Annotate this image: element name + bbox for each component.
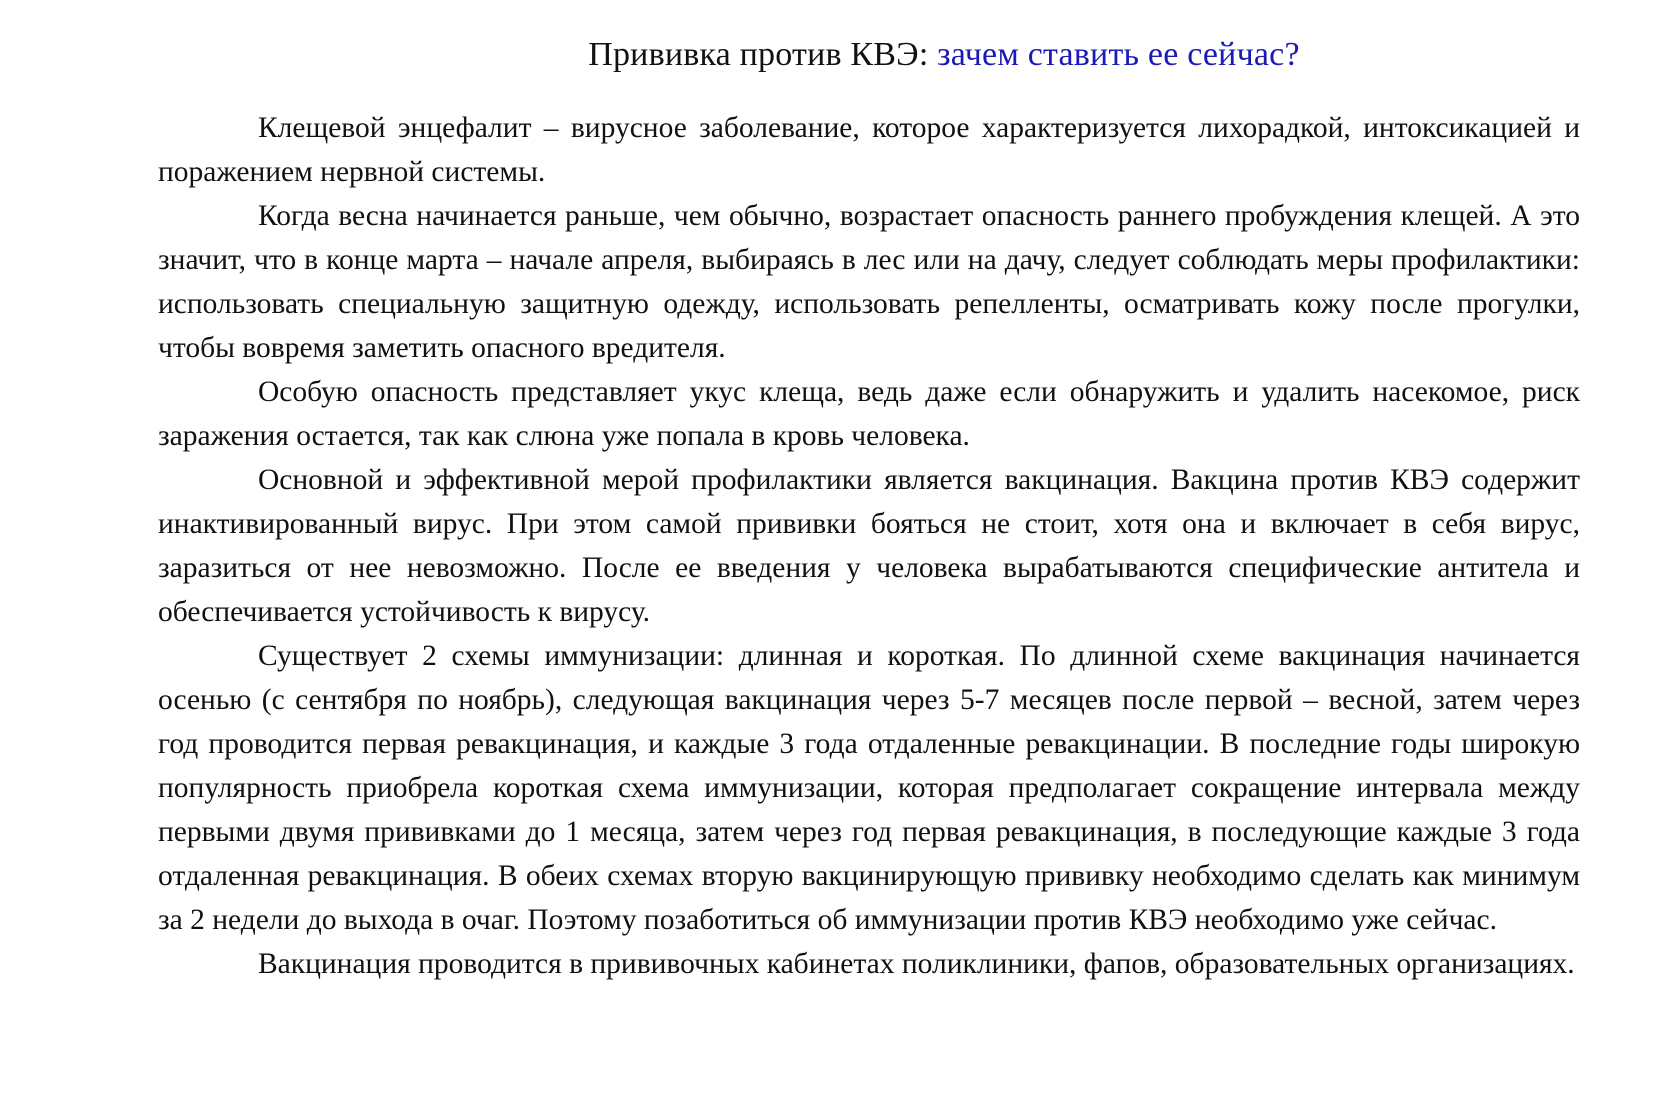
document-page [158,30,1580,986]
paragraph-spring-prevention: Когда весна начинается раньше, чем обычно, возрастает опасность раннего пробуждения клещей. А это значит, что в конце марта – начале апреля, выбираясь в лес или на дачу, следует соблюдать меры профилактики: использовать специальную защитную одежду, использовать репелленты, осматривать кожу после прогулки, чтобы вовремя заметить опасного вредителя. [158,200,1580,364]
paragraph-immunization-schemes: Существует 2 схемы иммунизации: длинная и короткая. По длинной схеме вакцинация начинается осенью (с сентября по ноябрь), следующая вакцинация через 5-7 месяцев после первой – весной, затем через год проводится первая ревакцинация, и каждые 3 года отдаленные ревакцинации. В последние годы широкую популярность приобрела короткая схема иммунизации, которая предполагает сокращение интервала между первыми двумя прививками до 1 месяца, затем через год первая ревакцинация, в последующие каждые 3 года отдаленная ревакцинация. В обеих схемах вторую вакцинирующую прививку необходимо сделать как минимум за 2 недели до выхода в очаг. Поэтому позаботиться об иммунизации против КВЭ необходимо уже сейчас. [158,640,1580,936]
document-title [158,30,1580,80]
paragraph-vaccination: Основной и эффективной мерой профилактики является вакцинация. Вакцина против КВЭ содержит инактивированный вирус. При этом самой прививки бояться не стоит, хотя она и включает в себя вирус, заразиться от нее невозможно. После ее введения у человека вырабатываются специфические антитела и обеспечивается устойчивость к вирусу. [158,464,1580,628]
title-accent: зачем ставить ее сейчас? [937,36,1300,73]
paragraph-bite-danger: Особую опасность представляет укус клеща, ведь даже если обнаружить и удалить насекомое, риск заражения остается, так как слюна уже попала в кровь человека. [158,376,1580,452]
paragraph-vaccination-locations: Вакцинация проводится в прививочных кабинетах поликлиники, фапов, образовательных организациях. [258,948,1575,980]
paragraph-definition: Клещевой энцефалит – вирусное заболевание, которое характеризуется лихорадкой, интоксикацией и поражением нервной системы. [158,112,1580,188]
document-body [158,106,1580,986]
title-plain: Прививка против КВЭ: [588,36,938,73]
